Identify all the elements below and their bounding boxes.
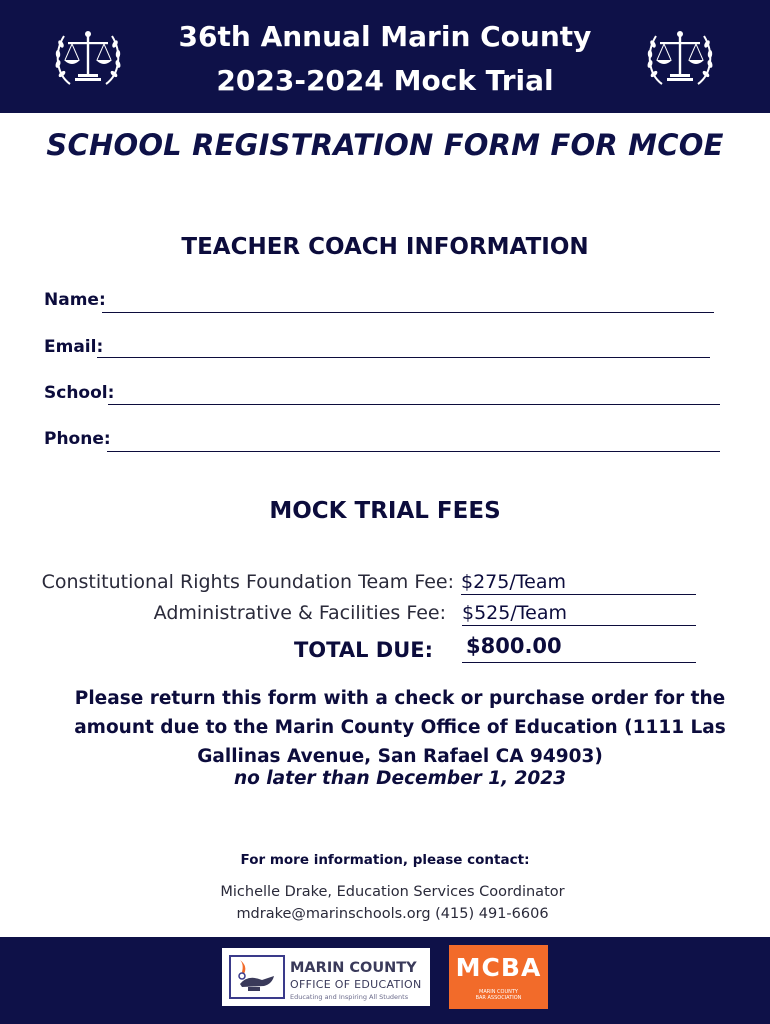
deadline-text: no later than December 1, 2023 [233, 768, 567, 789]
contact-person: Michelle Drake, Education Services Coordinator [220, 884, 565, 900]
header-title-line2: 2023-2024 Mock Trial [216, 64, 554, 97]
phone-label: Phone: [44, 429, 111, 449]
mcoe-logo-tagline: Educating and Inspiring All Students [290, 993, 409, 1001]
admin-fee-value: $525/Team [462, 602, 567, 624]
mcba-logo [449, 945, 548, 1009]
contact-heading: For more information, please contact: [240, 852, 530, 868]
email-field[interactable] [97, 357, 710, 358]
teacher-section-heading: TEACHER COACH INFORMATION [181, 234, 589, 260]
return-instructions [70, 684, 730, 771]
mcba-logo-subtitle-line1: MARIN COUNTY [479, 989, 518, 995]
phone-field[interactable] [107, 451, 720, 452]
form-title: SCHOOL REGISTRATION FORM FOR MCOE [46, 128, 724, 162]
name-field[interactable] [102, 312, 714, 313]
instructions-line1: Please return this form with a check or purchase order for the [74, 688, 726, 709]
admin-fee-line [462, 625, 696, 626]
mcoe-logo-name: MARIN COUNTY [290, 960, 417, 976]
crf-fee-label: Constitutional Rights Foundation Team Fee: [41, 571, 454, 593]
crf-fee-line [461, 594, 696, 595]
crf-fee-value: $275/Team [461, 571, 566, 593]
school-field[interactable] [108, 404, 720, 405]
fees-section-heading: MOCK TRIAL FEES [269, 498, 501, 524]
mcba-logo-subtitle-line2: BAR ASSOCIATION [475, 995, 522, 1001]
lamp-of-learning-icon [228, 954, 286, 1000]
school-label: School: [44, 383, 115, 403]
total-due-label: TOTAL DUE: [293, 638, 433, 662]
contact-details: mdrake@marinschools.org (415) 491-6606 [236, 906, 549, 922]
scales-of-justice-icon [48, 18, 128, 98]
mcoe-logo [222, 948, 430, 1006]
instructions-line3: Gallinas Avenue, San Rafael CA 94903) [197, 746, 603, 767]
header-title [130, 15, 640, 103]
admin-fee-label: Administrative & Facilities Fee: [153, 602, 446, 624]
total-due-value: $800.00 [466, 634, 562, 658]
mcba-logo-name: MCBA [455, 953, 542, 982]
mcba-logo-subtitle [449, 989, 548, 1001]
scales-of-justice-icon [640, 18, 720, 98]
header-banner [0, 0, 770, 113]
mcoe-logo-subtitle: OFFICE OF EDUCATION [290, 978, 422, 991]
email-label: Email: [44, 337, 104, 357]
header-title-line1: 36th Annual Marin County [178, 20, 592, 53]
total-due-line [462, 662, 696, 663]
name-label: Name: [44, 290, 106, 310]
instructions-line2: amount due to the Marin County Office of Education (1111 Las [74, 717, 726, 738]
